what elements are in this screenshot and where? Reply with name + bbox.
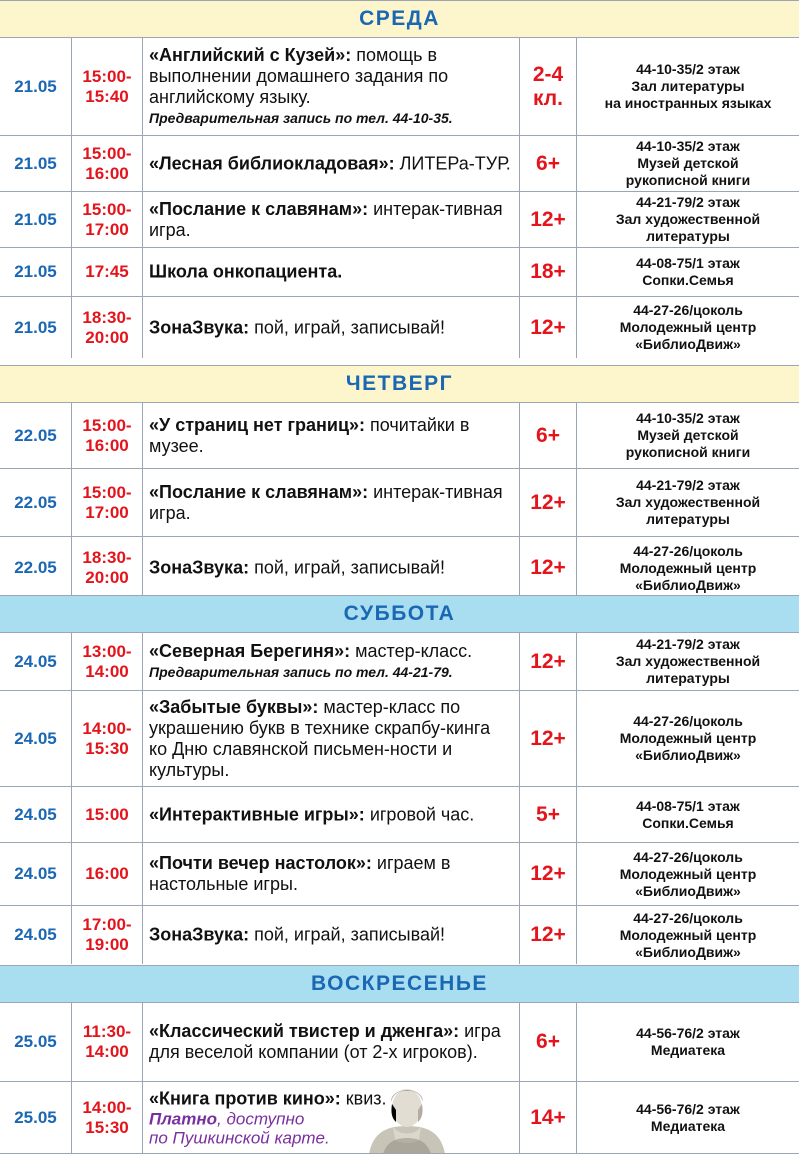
age-part: кл.	[533, 86, 563, 110]
event-text: интерак-тивная игра.	[149, 481, 503, 523]
description-text	[149, 1021, 513, 1063]
age-part: 12+	[530, 726, 566, 750]
event-text: почитайки в музее.	[149, 414, 470, 456]
event-time	[72, 1003, 143, 1081]
event-place	[577, 787, 799, 842]
description-text	[149, 317, 513, 338]
description-text	[149, 415, 513, 457]
event-title: Школа онкопациента.	[149, 261, 343, 282]
place-line: «БиблиоДвиж»	[635, 943, 741, 960]
event-row	[0, 1002, 799, 1081]
event-text: пой, играй, записывай!	[249, 317, 446, 337]
age-rating	[520, 537, 577, 599]
age-rating	[520, 1003, 577, 1081]
age-rating	[520, 248, 577, 296]
event-date: 25.05	[0, 1082, 72, 1154]
event-date: 22.05	[0, 403, 72, 468]
event-date: 21.05	[0, 192, 72, 247]
event-time	[72, 691, 143, 786]
event-place	[577, 537, 799, 599]
place-line: «БиблиоДвиж»	[635, 882, 741, 899]
event-time	[72, 248, 143, 296]
age-rating	[520, 843, 577, 905]
event-date: 25.05	[0, 1003, 72, 1081]
age-rating	[520, 136, 577, 191]
event-text: ЛИТЕРа-ТУР.	[394, 153, 511, 173]
event-description	[143, 469, 520, 536]
place-line: Молодежный центр	[619, 865, 757, 882]
place-line: Молодежный центр	[619, 730, 757, 746]
event-date: 24.05	[0, 633, 72, 690]
registration-note: Предварительная запись по тел. 44-21-79.	[149, 663, 453, 680]
event-time	[72, 843, 143, 905]
place-line: Молодежный центр	[619, 559, 757, 576]
event-description	[143, 297, 520, 358]
event-title: «Забытые буквы»:	[149, 696, 319, 717]
event-time	[72, 537, 143, 599]
event-date: 21.05	[0, 136, 72, 191]
day-title: ЧЕТВЕРГ	[345, 372, 454, 395]
description-text	[149, 199, 513, 241]
description-text	[149, 558, 513, 579]
registration-note: Предварительная запись по тел. 44-10-35.	[149, 109, 453, 126]
event-title: «Почти вечер настолок»:	[149, 853, 372, 873]
place-line: 44-21-79/2 этаж	[636, 477, 740, 493]
time-part: 14:00	[85, 1042, 129, 1061]
event-text: мастер-класс по украшению букв в технике скрапбу-кинга ко Дню славянской письмен-ности и культуры.	[149, 696, 491, 780]
age-part: 12+	[530, 649, 566, 673]
age-rating	[520, 403, 577, 468]
event-place	[577, 906, 799, 964]
event-place	[577, 248, 799, 296]
event-description	[143, 633, 520, 690]
event-description	[143, 38, 520, 135]
event-place	[577, 469, 799, 536]
description-text	[149, 804, 513, 825]
time-part: 15:30	[85, 1118, 129, 1137]
place-line: литературы	[646, 670, 730, 686]
event-title: «Северная Берегиня»:	[149, 640, 351, 661]
time-part: 14:00-	[82, 1098, 132, 1117]
age-rating	[520, 469, 577, 536]
event-description	[143, 403, 520, 468]
event-description	[143, 1003, 520, 1081]
event-text: игра для веселой компании (от 2-х игроков).	[149, 1021, 501, 1062]
event-date: 24.05	[0, 691, 72, 786]
event-row	[0, 191, 799, 247]
event-description	[143, 136, 520, 191]
event-row	[0, 402, 799, 468]
event-time	[72, 38, 143, 135]
event-place	[577, 1003, 799, 1081]
age-part: 12+	[530, 862, 566, 885]
event-title: ЗонаЗвука:	[149, 924, 250, 945]
age-rating	[520, 192, 577, 247]
place-line: 44-10-35/2 этаж	[636, 61, 740, 77]
event-time	[72, 469, 143, 536]
event-place	[577, 843, 799, 905]
place-line: 44-08-75/1 этаж	[636, 797, 740, 814]
event-place	[577, 192, 799, 247]
event-row	[0, 37, 799, 135]
description-text	[149, 853, 513, 895]
place-line: литературы	[646, 228, 730, 244]
place-line: Молодежный центр	[619, 319, 757, 335]
time-part: 14:00	[85, 661, 129, 681]
event-description	[143, 787, 520, 842]
description-text	[149, 482, 513, 524]
place-line: Медиатека	[650, 1042, 726, 1058]
place-line: «БиблиоДвиж»	[635, 576, 741, 593]
event-title: «Английский с Кузей»:	[149, 44, 352, 65]
event-date: 21.05	[0, 248, 72, 296]
place-line: 44-27-26/цоколь	[633, 848, 743, 865]
time-part: 18:30-	[82, 307, 132, 327]
event-date: 21.05	[0, 38, 72, 135]
age-part: 12+	[530, 315, 566, 339]
day-header	[0, 0, 799, 37]
paid-line2: по Пушкинской карте.	[149, 1128, 330, 1148]
event-description	[143, 192, 520, 247]
age-part: 2-4	[532, 62, 564, 86]
event-text: квиз.	[340, 1088, 387, 1109]
event-description	[143, 537, 520, 599]
event-title: «Послание к славянам»:	[149, 481, 369, 502]
event-row	[0, 905, 799, 964]
place-line: рукописной книги	[625, 444, 751, 460]
time-part: 17:00	[85, 219, 129, 239]
event-text: игровой час.	[364, 804, 475, 824]
event-text: играем в настольные игры.	[149, 853, 451, 894]
time-part: 13:00-	[82, 641, 132, 661]
event-date: 21.05	[0, 297, 72, 358]
place-line: 44-21-79/2 этаж	[636, 636, 740, 652]
time-part: 20:00	[85, 327, 129, 347]
place-line: Зал художественной	[615, 211, 761, 227]
event-row	[0, 632, 799, 690]
description-text	[149, 153, 513, 174]
event-title: «Книга против кино»:	[149, 1088, 341, 1109]
event-description	[143, 906, 520, 964]
event-row	[0, 536, 799, 599]
time-part: 15:40	[85, 86, 129, 106]
place-line: 44-56-76/2 этаж	[636, 1025, 740, 1041]
pushkin-bust-image	[363, 1082, 451, 1154]
age-rating	[520, 691, 577, 786]
place-line: Сопки.Семья	[642, 272, 734, 288]
age-part: 6+	[536, 151, 560, 175]
event-text: интерак-тивная игра.	[149, 198, 503, 240]
description-text	[149, 641, 513, 683]
event-time	[72, 787, 143, 842]
event-description	[143, 1082, 520, 1154]
description-text	[149, 925, 513, 946]
age-part: 12+	[530, 556, 566, 579]
place-line: Музей детской	[637, 427, 739, 443]
event-title: «Классический твистер и дженга»:	[149, 1021, 460, 1041]
age-part: 12+	[530, 207, 566, 231]
event-description	[143, 843, 520, 905]
description-text	[149, 45, 513, 129]
event-text: мастер-класс.	[350, 640, 473, 661]
day-title: СРЕДА	[359, 7, 440, 30]
description-text	[149, 1089, 513, 1148]
place-line: Медиатека	[650, 1118, 726, 1134]
event-title: ЗонаЗвука:	[149, 317, 250, 337]
age-part: 14+	[530, 1106, 566, 1129]
age-part: 12+	[530, 923, 566, 946]
age-part: 18+	[530, 260, 566, 283]
time-part: 17:00-	[82, 915, 132, 934]
place-line: на иностранных языках	[604, 95, 772, 111]
day-header	[0, 595, 799, 632]
place-line: «БиблиоДвиж»	[635, 336, 741, 352]
event-time	[72, 403, 143, 468]
place-line: Сопки.Семья	[642, 814, 734, 831]
event-date: 24.05	[0, 906, 72, 964]
description-text	[149, 697, 513, 781]
place-line: 44-27-26/цоколь	[633, 542, 743, 559]
event-title: «У страниц нет границ»:	[149, 414, 366, 435]
place-line: Молодежный центр	[619, 926, 757, 943]
description-text	[149, 262, 513, 283]
event-title: «Послание к славянам»:	[149, 198, 369, 219]
age-part: 5+	[536, 802, 560, 826]
event-place	[577, 136, 799, 191]
day-header	[0, 965, 799, 1002]
paid-label: Платно	[149, 1109, 218, 1129]
event-place	[577, 691, 799, 786]
place-line: 44-08-75/1 этаж	[636, 255, 740, 271]
time-part: 17:00	[85, 502, 129, 522]
place-line: 44-56-76/2 этаж	[636, 1101, 740, 1117]
event-time	[72, 192, 143, 247]
time-part: 15:00-	[82, 143, 132, 163]
time-part: 20:00	[85, 568, 129, 587]
age-rating	[520, 297, 577, 358]
event-place	[577, 1082, 799, 1154]
time-part: 18:30-	[82, 548, 132, 567]
event-description	[143, 691, 520, 786]
age-rating	[520, 787, 577, 842]
event-place	[577, 38, 799, 135]
event-time	[72, 297, 143, 358]
place-line: Зал художественной	[615, 653, 761, 669]
event-text: пой, играй, записывай!	[249, 924, 446, 945]
time-part: 15:00-	[82, 415, 132, 435]
event-title: «Лесная библиокладовая»:	[149, 153, 395, 173]
place-line: 44-27-26/цоколь	[633, 713, 743, 729]
event-text: пой, играй, записывай!	[249, 557, 446, 578]
time-part: 16:00	[85, 163, 129, 183]
event-row	[0, 468, 799, 536]
place-line: Музей детской	[637, 155, 739, 171]
event-date: 22.05	[0, 469, 72, 536]
event-row	[0, 135, 799, 191]
event-place	[577, 633, 799, 690]
event-time	[72, 906, 143, 964]
event-date: 24.05	[0, 843, 72, 905]
event-time	[72, 136, 143, 191]
event-row	[0, 247, 799, 296]
age-rating	[520, 1082, 577, 1154]
event-time	[72, 1082, 143, 1154]
age-part: 6+	[536, 1030, 560, 1053]
time-part: 15:00-	[82, 66, 132, 86]
event-description	[143, 248, 520, 296]
age-rating	[520, 38, 577, 135]
time-part: 16:00	[85, 435, 129, 455]
event-row	[0, 1081, 799, 1154]
event-title: «Интерактивные игры»:	[149, 804, 365, 824]
event-place	[577, 403, 799, 468]
age-rating	[520, 906, 577, 964]
place-line: 44-10-35/2 этаж	[636, 138, 740, 154]
time-part: 15:00-	[82, 482, 132, 502]
time-part: 19:00	[85, 935, 129, 954]
time-part: 14:00-	[82, 718, 132, 738]
age-part: 12+	[530, 490, 566, 514]
time-part: 11:30-	[82, 1022, 132, 1041]
day-title: ВОСКРЕСЕНЬЕ	[311, 972, 488, 995]
age-part: 6+	[536, 423, 560, 447]
day-title: СУББОТА	[343, 602, 456, 625]
paid-rest: , доступно	[217, 1109, 305, 1129]
paid-note	[149, 1110, 513, 1129]
time-part: 15:00-	[82, 199, 132, 219]
event-row	[0, 786, 799, 842]
place-line: 44-10-35/2 этаж	[636, 410, 740, 426]
place-line: Зал литературы	[631, 78, 745, 94]
time-part: 17:45	[85, 262, 129, 281]
time-part: 15:00	[85, 804, 129, 824]
place-line: 44-27-26/цоколь	[633, 302, 743, 318]
event-date: 22.05	[0, 537, 72, 599]
time-part: 16:00	[85, 864, 129, 883]
day-header	[0, 365, 799, 402]
place-line: «БиблиоДвиж»	[635, 747, 741, 763]
age-rating	[520, 633, 577, 690]
place-line: 44-21-79/2 этаж	[636, 194, 740, 210]
event-row	[0, 296, 799, 358]
place-line: рукописной книги	[625, 172, 751, 188]
event-row	[0, 690, 799, 786]
place-line: Зал художественной	[615, 494, 761, 510]
event-place	[577, 297, 799, 358]
place-line: литературы	[646, 511, 730, 527]
event-time	[72, 633, 143, 690]
time-part: 15:30	[85, 738, 129, 758]
event-row	[0, 842, 799, 905]
event-title: ЗонаЗвука:	[149, 557, 250, 578]
place-line: 44-27-26/цоколь	[633, 909, 743, 926]
event-text: помощь в выполнении домашнего задания по английскому языку.	[149, 44, 449, 107]
event-date: 24.05	[0, 787, 72, 842]
